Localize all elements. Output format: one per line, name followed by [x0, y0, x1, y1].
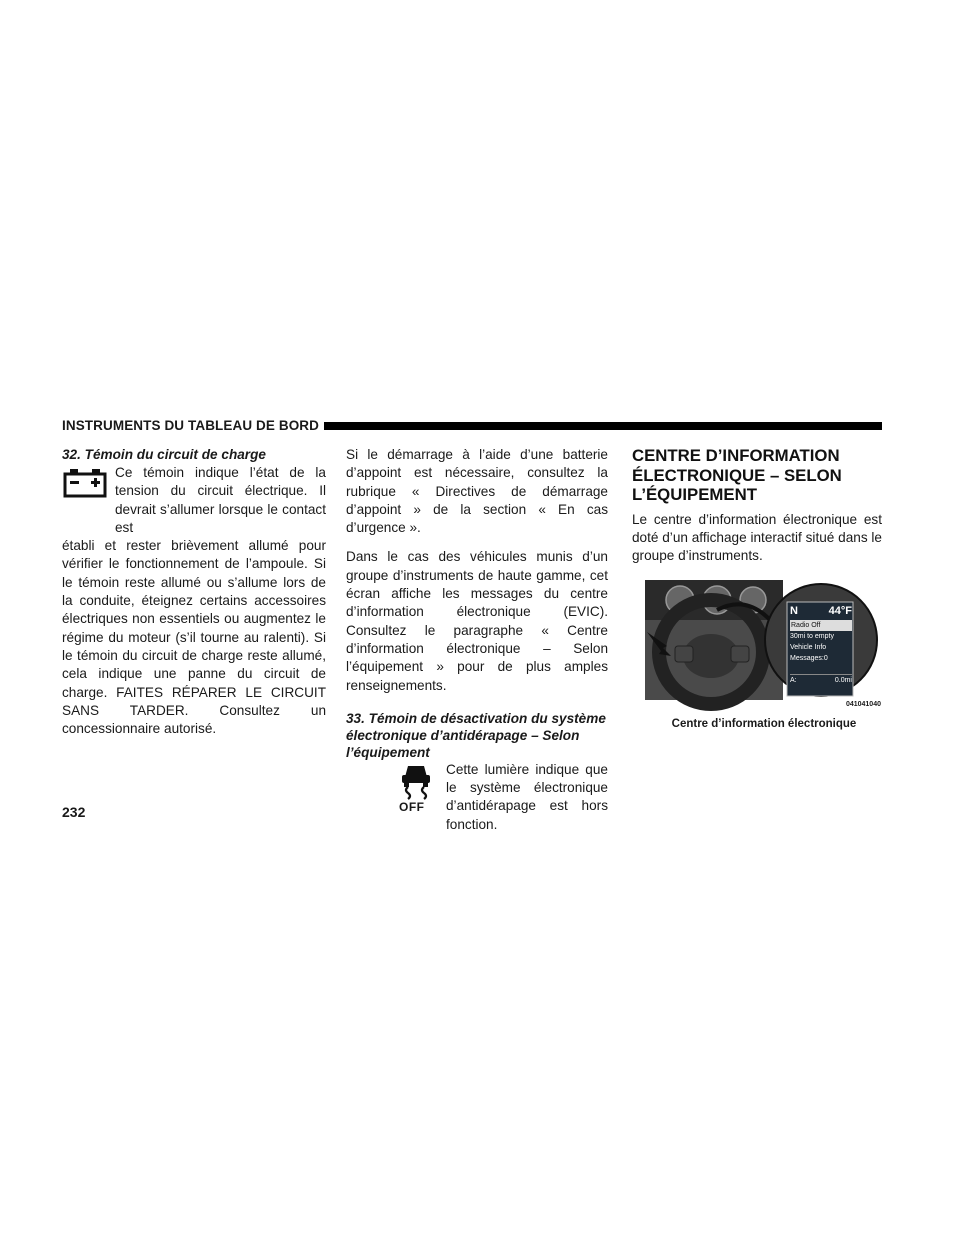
evic-menu-item: Messages:0 — [790, 655, 828, 662]
esc-icon-spacer — [346, 761, 396, 834]
page-number: 232 — [62, 804, 86, 820]
jump-start-paragraph: Si le démarrage à l’aide d’une batterie d’appoint est nécessaire, consultez la rubrique « Directives de démarrage d’appoint » de la section « En cas d’urgence ». — [346, 447, 608, 536]
evic-screen — [790, 604, 852, 696]
column-1 — [62, 446, 326, 738]
figure-caption: Centre d’information électronique — [671, 718, 857, 730]
trip-value: 0.0mi — [834, 677, 852, 684]
evic-screen-top — [790, 604, 852, 618]
charging-icon-text: Ce témoin indique l’état de la tension du circuit électrique. Il devrait s’allumer lorsque le contact est — [115, 465, 326, 535]
trip-readout — [790, 674, 852, 686]
temperature-readout: 44°F — [828, 605, 852, 617]
evic-menu-item: Radio Off — [790, 620, 852, 631]
evic-paragraph: Dans le cas des véhicules munis d’un groupe d’instruments de haute gamme, cet écran affiche les messages du centre d’information électronique (EVIC). Consultez le paragraphe « Centre d’information électronique – Selon l’équipement » pour de plus amples renseignements. — [346, 549, 608, 693]
charging-system-heading: 32. Témoin du circuit de charge — [62, 447, 266, 462]
esc-off-heading: 33. Témoin de désactivation du système électronique d’antidérapage – Selon l’équipement — [346, 710, 606, 760]
esc-icon-block — [346, 761, 608, 834]
battery-charge-icon — [62, 464, 115, 514]
evic-heading: CENTRE D’INFORMATION ÉLECTRONIQUE – SELON L’ÉQUIPEMENT — [632, 446, 842, 504]
header-rule — [324, 422, 882, 430]
compass-readout: N — [790, 605, 798, 617]
esc-icon-text: Cette lumière indique que le système électronique d’antidérapage est hors fonction. — [446, 761, 608, 832]
column-3 — [632, 446, 882, 565]
column-2 — [346, 446, 608, 834]
section-header — [62, 418, 882, 434]
section-title: INSTRUMENTS DU TABLEAU DE BORD — [62, 418, 325, 434]
charging-icon-block — [62, 464, 326, 537]
evic-menu — [790, 620, 852, 686]
esc-off-label: OFF — [399, 799, 425, 814]
charging-paragraph: établi et rester brièvement allumé pour vérifier le fonctionnement de l’ampoule. Si le témoin reste allumé ou s’allume lors de la conduite, éteignez certains accessoires électriques non essentiels ou augmentez le régime du moteur (s’il tourne au ralenti). Si le témoin du circuit de charge reste allumé, cela indique une panne du circuit de charge. FAITES RÉPARER LE CIRCUIT SANS TARDER. Consultez un concessionnaire autorisé. — [62, 538, 326, 737]
trip-label: A: — [790, 677, 797, 684]
traction-control-off-icon — [396, 761, 444, 821]
evic-menu-item: 30mi to empty — [790, 633, 834, 640]
figure-id: 041041040 — [845, 701, 881, 708]
evic-figure — [645, 580, 883, 714]
evic-intro-paragraph: Le centre d’information électronique est doté d’un affichage interactif situé dans le groupe d’instruments. — [632, 511, 882, 564]
evic-menu-item: Vehicle Info — [790, 644, 827, 651]
